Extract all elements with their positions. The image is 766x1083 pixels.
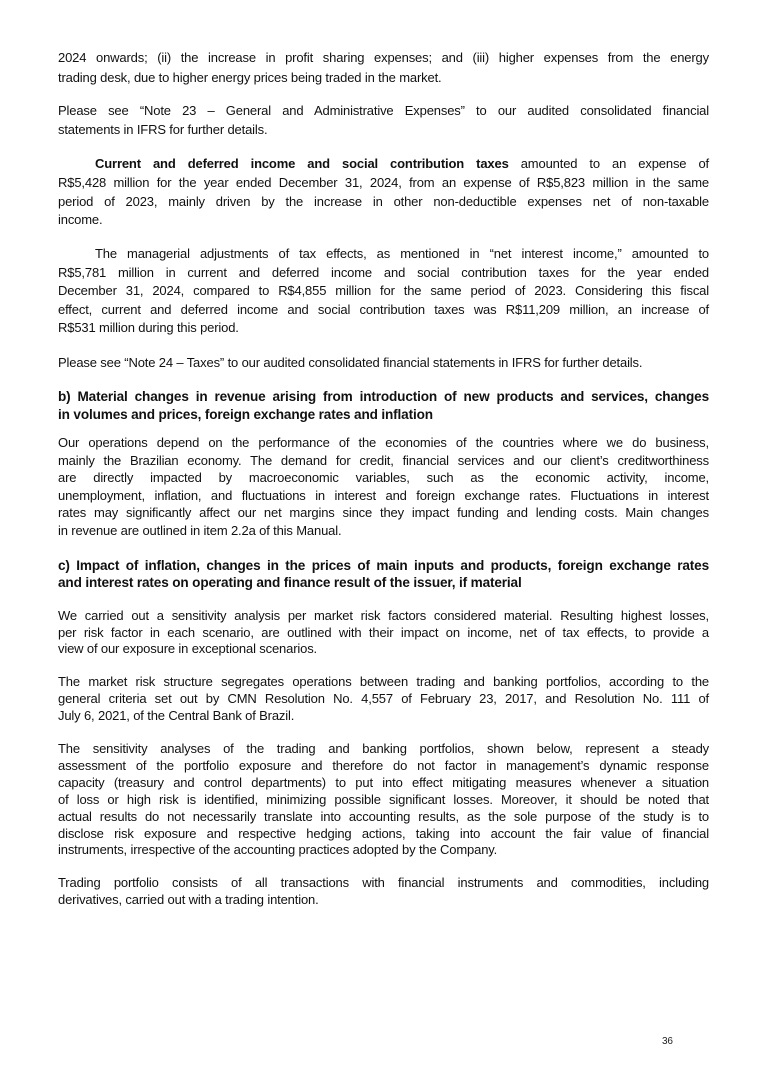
text-line: The market risk structure segregates operations between trading and banking portfolios, according to the [58, 674, 709, 689]
text-line: We carried out a sensitivity analysis per market risk factors considered material. Resulting highest losses, [58, 608, 709, 623]
text-line: general criteria set out by CMN Resolution No. 4,557 of February 23, 2017, and Resolution No. 111 of [58, 690, 709, 706]
text-line: R$5,781 million in current and deferred income and social contribution taxes for the year ended [58, 264, 709, 280]
text-line: 2024 onwards; (ii) the increase in profit sharing expenses; and (iii) higher expenses from the energy [58, 50, 709, 65]
text-line: actual results do not necessarily translate into accounting results, as the sole purpose of the study is to [58, 808, 709, 824]
section-heading-b [58, 388, 709, 424]
text-line: view of our exposure in exceptional scenarios. [58, 641, 318, 657]
paragraph-expenses-continued [58, 48, 709, 87]
text-line: in volumes and prices, foreign exchange rates and inflation [58, 407, 433, 422]
text-line: are directly impacted by macroeconomic variables, such as the economic activity, income, [58, 470, 709, 486]
text-line: Our operations depend on the performance of the economies of the countries where we do business, [58, 435, 709, 450]
text-line: effect, current and deferred income and social contribution taxes was R$11,209 million, an increase of [58, 301, 709, 317]
paragraph-market-risk-structure [58, 674, 709, 724]
text-line: unemployment, inflation, and fluctuations in interest and foreign exchange rates. Fluctuations in interest [58, 487, 709, 503]
paragraph-sensitivity-analysis [58, 608, 709, 658]
text-line: of loss or high risk is identified, minimizing possible significant losses. Moreover, it should be noted that [58, 791, 709, 807]
paragraph-sensitivity-portfolios [58, 741, 709, 859]
text-line: statements in IFRS for further details. [58, 122, 268, 137]
text-line: Trading portfolio consists of all transactions with financial instruments and commodities, including [58, 875, 709, 890]
text-line: R$5,428 million for the year ended December 31, 2024, from an expense of R$5,823 million in the same [58, 174, 709, 190]
text-line: per risk factor in each scenario, are outlined with their impact on income, net of tax effects, to provide a [58, 624, 709, 640]
text-line: disclose risk exposure and respective hedging actions, taking into account the fair value of financial [58, 825, 709, 841]
paragraph-managerial-adjustments [58, 245, 709, 338]
text-line: July 6, 2021, of the Central Bank of Brazil. [58, 707, 295, 723]
paragraph-income-taxes [58, 155, 709, 230]
text-line: in revenue are outlined in item 2.2a of this Manual. [58, 522, 342, 538]
text-line [58, 155, 709, 174]
text-line: capacity (treasury and control departments) to put into effect mitigating measures whenever a situation [58, 774, 709, 790]
text-line: trading desk, due to higher energy prices being traded in the market. [58, 69, 442, 85]
text-line: R$531 million during this period. [58, 320, 239, 335]
text-line: and interest rates on operating and finance result of the issuer, if material [58, 574, 522, 590]
text-line: b) Material changes in revenue arising from introduction of new products and services, changes [58, 389, 709, 404]
text-line: assessment of the portfolio exposure and therefore do not factor in management’s dynamic response [58, 757, 709, 773]
text-line: c) Impact of inflation, changes in the prices of main inputs and products, foreign exchange rates [58, 558, 709, 573]
bold-lead-text: Current and deferred income and social contribution taxes [95, 156, 509, 171]
text-line: Please see “Note 23 – General and Administrative Expenses” to our audited consolidated financial [58, 103, 709, 118]
text-line: December 31, 2024, compared to R$4,855 million for the same period of 2023. Considering this fiscal [58, 283, 709, 298]
text-line: The managerial adjustments of tax effects, as mentioned in “net interest income,” amounted to [95, 246, 709, 261]
line-text: amounted to an expense of [508, 156, 709, 171]
text-line: rates may significantly affect our net margins since they impact funding and lending costs. Main changes [58, 505, 709, 521]
text-line: Please see “Note 24 – Taxes” to our audited consolidated financial statements in IFRS for further details. [58, 355, 643, 370]
text-line: instruments, irrespective of the accounting practices adopted by the Company. [58, 842, 498, 858]
text-line: The sensitivity analyses of the trading and banking portfolios, shown below, represent a steady [58, 741, 709, 756]
page-number: 36 [662, 1036, 673, 1047]
text-line: mainly the Brazilian economy. The demand for credit, financial services and our client’s creditworthiness [58, 452, 709, 468]
paragraph-trading-portfolio [58, 874, 709, 908]
paragraph-note-24-reference [58, 354, 709, 372]
paragraph-operations [58, 434, 709, 540]
section-heading-c [58, 558, 709, 591]
text-line: derivatives, carried out with a trading intention. [58, 892, 319, 907]
text-line: income. [58, 212, 103, 228]
text-line: period of 2023, mainly driven by the increase in other non-deductible expenses net of non-taxable [58, 193, 709, 209]
paragraph-note-23-reference [58, 101, 709, 139]
